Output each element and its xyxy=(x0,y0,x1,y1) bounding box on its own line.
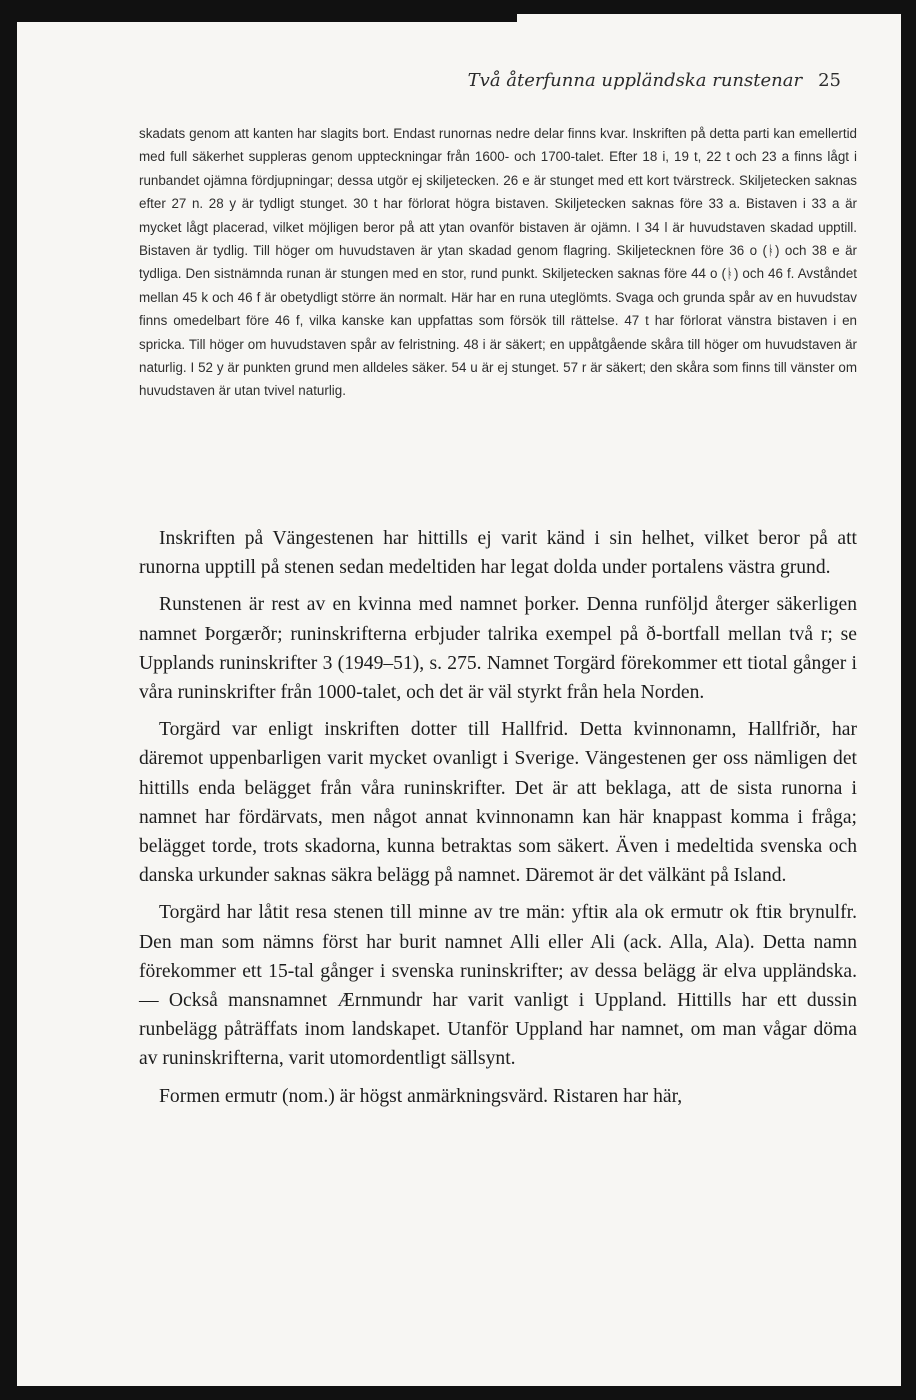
running-title: Två återfunna uppländska runstenar xyxy=(467,70,803,91)
paragraph: Inskriften på Vängestenen har hittills ej varit känd i sin helhet, vilket beror på att runorna upptill på stenen sedan medeltiden har legat dolda under portalens västra grund. xyxy=(139,528,857,579)
running-header xyxy=(417,70,841,91)
paragraph: Formen ermutr (nom.) är högst anmärkningsvärd. Ristaren har här, xyxy=(159,1085,683,1107)
paragraph: Torgärd har låtit resa stenen till minne av tre män: yftiʀ ala ok ermutr ok ftiʀ brynulfr. Den man som nämns först har burit namnet Alli eller Ali (ack. Alla, Ala). Detta namn förekommer ett 15-tal gånger i svenska runinskrifter; av dessa belägg är elva uppländska. — Också mansnamnet Ærnmundr har varit vanligt i Uppland. Hittills har ett dussin runbelägg påträffats inom landskapet. Utanför Uppland har namnet, om man vågar döma av runinskrifterna, varit utomordentligt sällsynt. xyxy=(139,902,857,1070)
paragraph: Runstenen är rest av en kvinna med namnet þorker. Denna runföljd återger säkerligen namnet Þorgærðr; runinskrifterna erbjuder talrika exempel på ð-bortfall mellan två r; se Upplands runinskrifter 3 (1949–51), s. 275. Namnet Torgärd förekommer ett tiotal gånger i våra runinskrifter från 1000-talet, och det är väl styrkt från hela Norden. xyxy=(139,594,857,704)
paragraph: Torgärd var enligt inskriften dotter till Hallfrid. Detta kvinnonamn, Hallfriðr, har däremot uppenbarligen varit mycket ovanligt i Sverige. Vängestenen ger oss nämligen det hittills enda belägget från våra runinskrifter. Det är att beklaga, att de sista runorna i namnet har fördärvats, men något annat kvinnonamn kan här knappast komma i fråga; belägget torde, trots skadorna, kunna betraktas som säkert. Även i medeltida svenska och danska urkunder saknas säkra belägg på namnet. Däremot är det välkänt på Island. xyxy=(139,719,857,887)
footnote-block: skadats genom att kanten har slagits bort. Endast runornas nedre delar finns kvar. Inskriften på detta parti kan emellertid med full säkerhet suppleras genom uppteckningar från 1600- och 1700-talet. Efter 18 i, 19 t, 22 t och 23 a finns lågt i runbandet ojämna fördjupningar; dessa utgör ej skiljetecken. 26 e är stunget med ett kort tvärstreck. Skiljetecken saknas efter 27 n. 28 y är tydligt stunget. 30 t har förlorat högra bistaven. Skiljetecken saknas före 33 a. Bistaven i 33 a är mycket lågt placerad, vilket möjligen beror på att ytan ovanför bistaven är ojämn. I 34 l är huvudstaven skadad upptill. Bistaven är tydlig. Till höger om huvudstaven är ytan skadad genom flagring. Skiljetecknen före 36 o (ᚭ) och 38 e är tydliga. Den sistnämnda runan är stungen med en stor, rund punkt. Skiljetecken saknas före 44 o (ᚭ) och 46 f. Avståndet mellan 45 k och 46 f är obetydligt större än normalt. Här har en runa uteglömts. Svaga och grunda spår av en huvudstav finns omedelbart före 46 f, vilka kanske kan uppfattas som försök till rättelse. 47 t har förlorat vänstra bistaven i en spricka. Till höger om huvudstaven spår av felristning. 48 i är säkert; en uppåtgående skåra till höger om huvudstaven är naturlig. I 52 y är punkten grund men alldeles säker. 54 u är ej stunget. 57 r är säkert; den skåra som finns till vänster om huvudstaven är utan tvivel naturlig. xyxy=(139,126,857,399)
scan-border xyxy=(17,14,517,22)
main-text xyxy=(139,524,857,1119)
book-page xyxy=(17,14,901,1386)
page-number: 25 xyxy=(818,70,841,91)
